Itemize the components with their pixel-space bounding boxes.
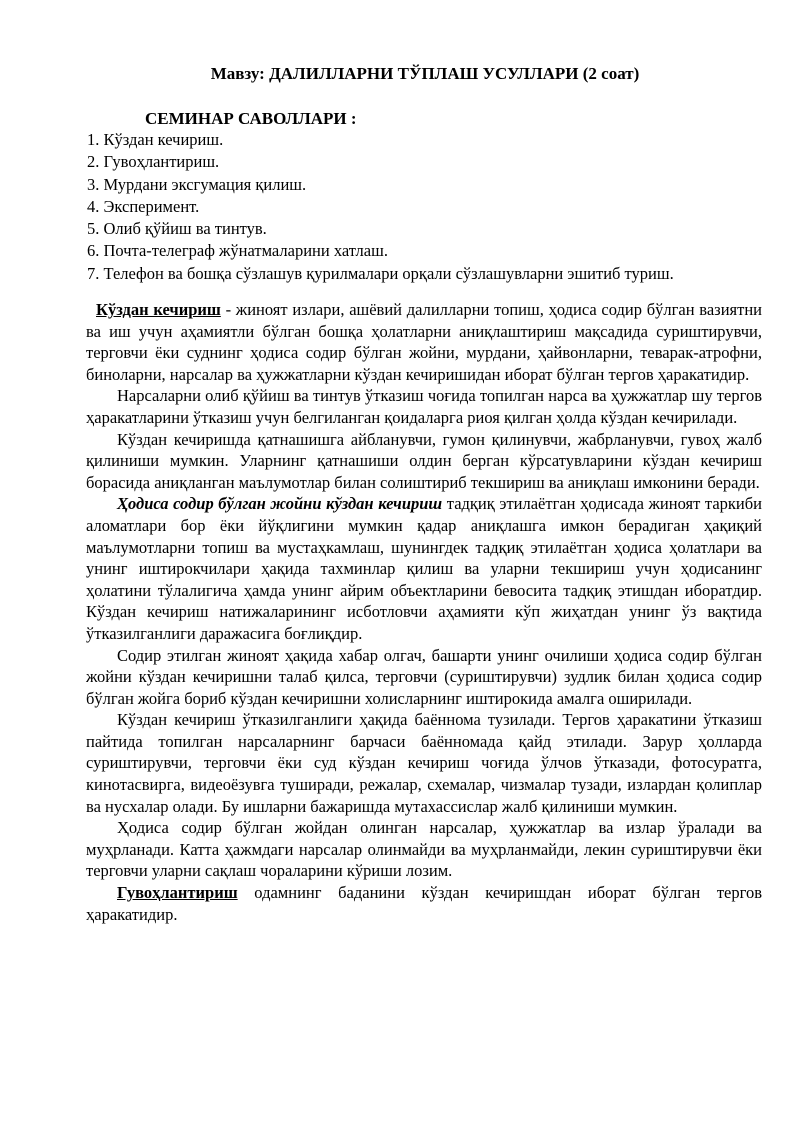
paragraph-text: - жиноят излари, ашёвий далилларни топиш, ҳодиса содир бўлган вазиятни ва иш учун аҳамиятли бўлган бошқа ҳолатларни аниқлаштириш мақсадида суриштирувчи, терговчи ёки суднинг ҳодиса содир бўлган жойни, мурдани, ҳайвонларни, теварак-атрофни, биноларни, нарсалар ва ҳужжатларни кўздан кечиришидан иборат бўлган тергов ҳаракатидир. <box>86 300 762 384</box>
body-paragraph <box>86 709 762 817</box>
term-scene-inspection: Ҳодиса содир бўлган жойни кўздан кечириш <box>117 494 443 514</box>
question-item: 7. Телефон ва бошқа сўзлашув қурилмалари орқали сўзлашувларни эшитиб туриш. <box>87 263 674 283</box>
question-item: 4. Эксперимент. <box>87 196 200 216</box>
body-paragraph <box>86 299 762 385</box>
seminar-questions-list <box>87 129 674 285</box>
paragraph-text: одамнинг баданини кўздан кечиришдан иборат бўлган тергов ҳаракатидир. <box>86 883 762 924</box>
paragraph-text: Нарсаларни олиб қўйиш ва тинтув ўтказиш чоғида топилган нарса ва ҳужжатлар шу тергов ҳаракатларини ўтказиш учун белгиланган қоидаларга риоя қилган ҳолда кўздан кечирилади. <box>86 386 762 427</box>
body-paragraph <box>86 385 762 428</box>
body-paragraph <box>86 882 762 925</box>
body-paragraph <box>86 429 762 494</box>
question-item: 5. Олиб қўйиш ва тинтув. <box>87 219 267 239</box>
body-paragraph <box>86 493 762 644</box>
question-item: 1. Кўздан кечириш. <box>87 130 224 149</box>
paragraph-text: Кўздан кечириш ўтказилганлиги ҳақида баённома тузилади. Тергов ҳаракатини ўтказиш пайтида топилган нарсаларнинг барчаси баённомада қайд этилади. Зарур ҳолларда суриштирувчи, терговчи ёки суд кўздан кечириш чоғида ўлчов ўтказади, фотосуратга, кинотасвирга, видеоёзувга туширади, режалар, схемалар, чизмалар тузади, излардан қолиплар ва нусхалар олади. Бу ишларни бажаришда мутахассислар жалб қилиниши мумкин. <box>86 710 762 816</box>
term-inspection: Кўздан кечириш <box>96 300 221 319</box>
term-examination: Гувоҳлантириш <box>117 883 238 903</box>
document-body <box>86 299 762 925</box>
document-title: Мавзу: ДАЛИЛЛАРНИ ТЎПЛАШ УСУЛЛАРИ (2 соат) <box>210 64 640 83</box>
question-item: 6. Почта-телеграф жўнатмаларини хатлаш. <box>87 241 388 261</box>
question-item: 2. Гувоҳлантириш. <box>87 152 220 172</box>
question-item: 3. Мурдани эксгумация қилиш. <box>87 174 307 194</box>
body-paragraph <box>86 645 762 710</box>
paragraph-text: Кўздан кечиришда қатнашишга айбланувчи, гумон қилинувчи, жабрланувчи, гувоҳ жалб қилиниши мумкин. Уларнинг қатнашиши олдин берган кўрсатувларини кўздан кечириш борасида аниқланган маълумотлар билан солиштириб текшириш ва аниқлаш имконини беради. <box>86 429 762 492</box>
body-paragraph <box>86 817 762 882</box>
seminar-questions-heading: СЕМИНАР САВОЛЛАРИ : <box>145 109 357 128</box>
paragraph-text: Содир этилган жиноят ҳақида хабар олгач, башарти унинг очилиши ҳодиса содир бўлган жойни кўздан кечиришни талаб қилса, терговчи (суриштирувчи) зудлик билан ҳодиса содир бўлган жойга бориб кўздан кечиришни холисларнинг иштирокида амалга оширилади. <box>86 645 762 708</box>
paragraph-text: Ҳодиса содир бўлган жойдан олинган нарсалар, ҳужжатлар ва излар ўралади ва муҳрланади. Катта ҳажмдаги нарсалар олинмайди ва муҳрланмайди, лекин суриштирувчи ёки терговчи уларни сақлаш чораларини кўриши лозим. <box>86 818 762 881</box>
paragraph-text: тадқиқ этилаётган ҳодисада жиноят таркиби аломатлари бор ёки йўқлигини мумкин қадар аниқлашга имкон берадиган ҳақиқий маълумотларни топиш ва мустаҳкамлаш, шунингдек тадқиқ этилаётган ҳодиса ҳолатлари ва унинг иштирокчилари ҳақида тахминлар қилиш ва уларни текшириш учун ҳодисанинг ҳолатини тўлалигича ҳамда унинг айрим объектларини бевосита тадқиқ этишдан иборатдир. Кўздан кечириш натижаларининг исботловчи аҳамияти кўп жиҳатдан унинг ўз вақтида ўтказилганлиги даражасига боғлиқдир. <box>86 494 762 643</box>
